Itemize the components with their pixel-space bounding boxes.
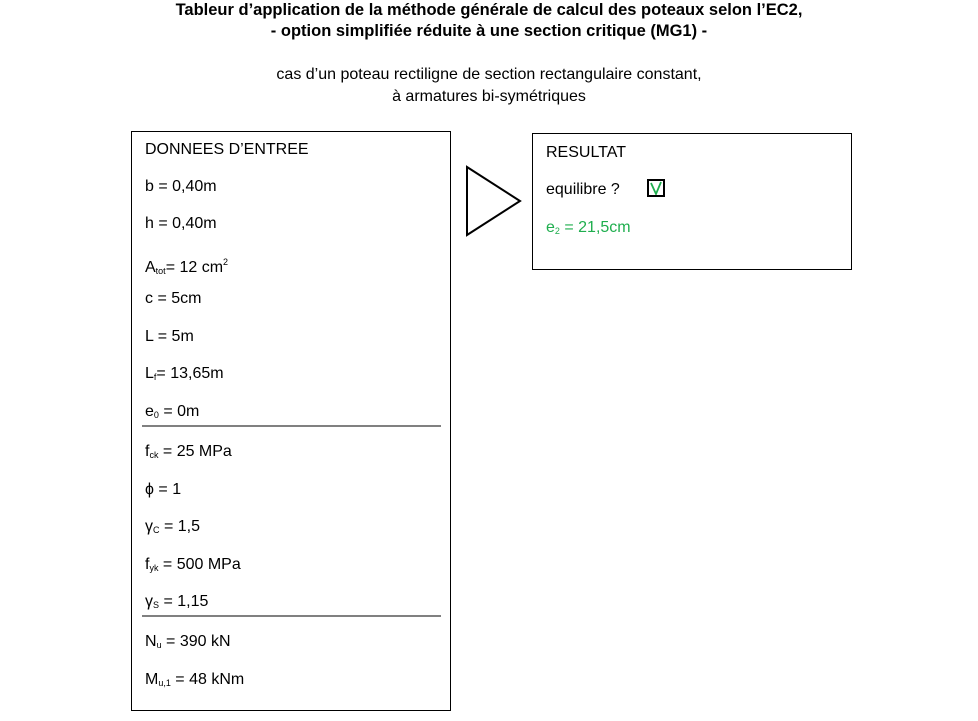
input-lf: $L_f= 13,65m$ <box>145 365 224 382</box>
input-nu: $N_u = 390$ kN <box>145 633 231 650</box>
input-phi: ϕ = 1 <box>145 481 182 498</box>
input-fyk: $f_{yk} = 500$ MPa <box>145 556 241 573</box>
result-heading: RESULTAT <box>546 144 627 161</box>
arrow-right-icon <box>465 165 523 237</box>
input-fck: $f_{ck} = 25$ MPa <box>145 443 232 460</box>
input-l: L = 5m <box>145 328 194 345</box>
result-e2: $e_2 = 21,5cm$ <box>546 219 631 236</box>
page-subtitle-line2: à armatures bi-symétriques <box>392 88 586 105</box>
checkmark-icon <box>649 181 663 195</box>
page-title-line2: - option simplifiée réduite à une section critique (MG1) - <box>270 22 708 40</box>
input-b: b = 0,40m <box>145 178 217 195</box>
equilibre-label: equilibre ? <box>546 181 620 198</box>
section-divider-2 <box>142 615 441 617</box>
input-gamma-s: $\gamma_S = 1,15$ <box>145 593 209 610</box>
page-subtitle-line1: cas d’un poteau rectiligne de section rectangulaire constant, <box>276 66 702 83</box>
input-gamma-c: $\gamma_C = 1,5$ <box>145 518 200 535</box>
input-atot: $A_{tot}= 12$ $cm^2$ <box>145 257 229 276</box>
input-c: c = 5cm <box>145 290 202 307</box>
equilibre-checkbox <box>647 179 665 197</box>
section-divider-1 <box>142 425 441 427</box>
input-h: h = 0,40m <box>145 215 217 232</box>
result-panel <box>532 133 852 270</box>
page-title-line1: Tableur d’application de la méthode générale de calcul des poteaux selon l’EC2, <box>175 1 803 19</box>
input-mu1: $M_{u,1} = 48$ kNm <box>145 671 245 688</box>
input-e0: $e_0 = 0m$ <box>145 403 200 420</box>
input-heading: DONNEES D’ENTREE <box>145 141 309 158</box>
input-data-panel <box>131 131 451 711</box>
